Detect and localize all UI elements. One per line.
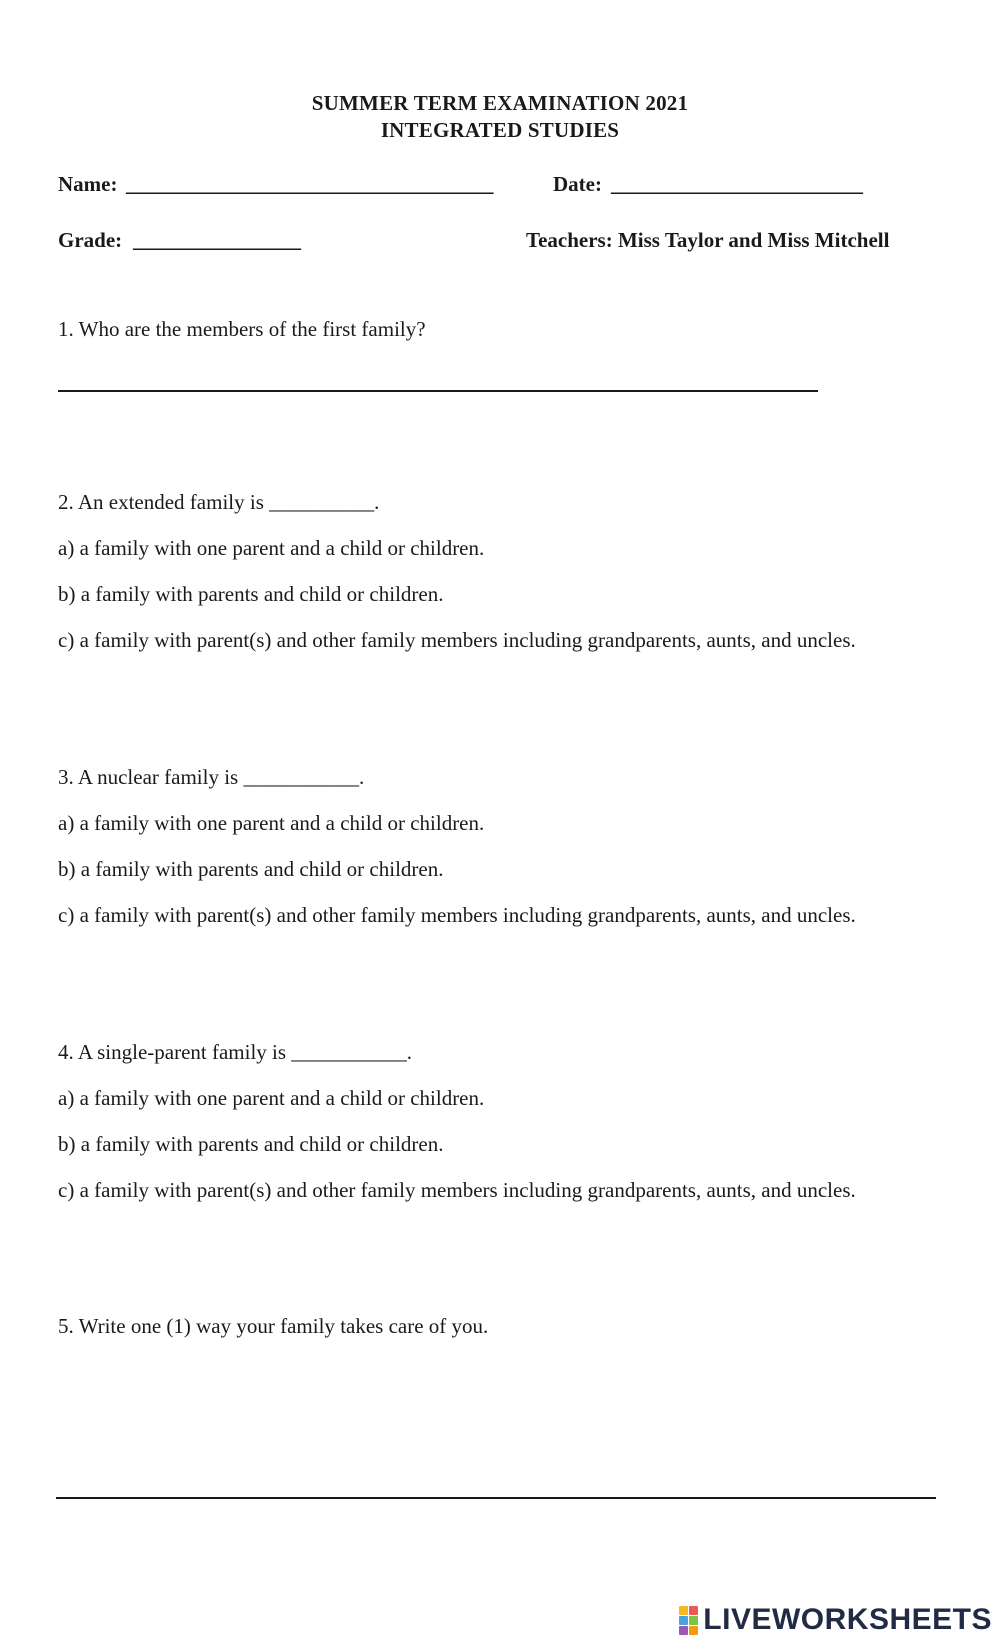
grade-field[interactable]: ________________ <box>133 228 301 252</box>
question-3-prompt: 3. A nuclear family is ___________. <box>58 765 365 789</box>
question-4-prompt: 4. A single-parent family is ___________. <box>58 1040 413 1064</box>
logo-block <box>679 1616 688 1625</box>
answer-line-5[interactable] <box>56 1497 936 1499</box>
logo-block <box>689 1626 698 1635</box>
logo-block <box>689 1616 698 1625</box>
logo-block <box>679 1606 688 1615</box>
name-label: Name: <box>58 172 118 196</box>
exam-subject: INTEGRATED STUDIES <box>380 118 620 142</box>
question-2-option-b[interactable]: b) a family with parents and child or children. <box>58 582 444 606</box>
name-field[interactable]: ___________________________________ <box>126 172 494 196</box>
date-field[interactable]: ________________________ <box>611 172 863 196</box>
question-4-option-c[interactable]: c) a family with parent(s) and other family members including grandparents, aunts, and uncles. <box>58 1178 856 1202</box>
grade-label: Grade: <box>58 228 123 252</box>
question-2-option-c[interactable]: c) a family with parent(s) and other family members including grandparents, aunts, and uncles. <box>58 628 856 652</box>
answer-line-1[interactable] <box>58 390 818 392</box>
question-5-prompt: 5. Write one (1) way your family takes care of you. <box>58 1314 489 1338</box>
liveworksheets-logo-icon <box>679 1606 698 1635</box>
question-4-option-b[interactable]: b) a family with parents and child or children. <box>58 1132 444 1156</box>
question-3-option-b[interactable]: b) a family with parents and child or children. <box>58 857 444 881</box>
exam-title: SUMMER TERM EXAMINATION 2021 <box>311 91 689 115</box>
question-2-option-a[interactable]: a) a family with one parent and a child or children. <box>58 536 485 560</box>
question-2-prompt: 2. An extended family is __________. <box>58 490 380 514</box>
liveworksheets-logo[interactable] <box>679 1603 992 1637</box>
logo-text: LIVEWORKSHEETS <box>703 1603 992 1636</box>
logo-block <box>689 1606 698 1615</box>
date-label: Date: <box>553 172 602 196</box>
question-1-prompt: 1. Who are the members of the first family? <box>58 317 426 341</box>
logo-block <box>679 1626 688 1635</box>
question-4-option-a[interactable]: a) a family with one parent and a child or children. <box>58 1086 485 1110</box>
teachers-label: Teachers: Miss Taylor and Miss Mitchell <box>526 228 890 252</box>
question-3-option-a[interactable]: a) a family with one parent and a child or children. <box>58 811 485 835</box>
question-3-option-c[interactable]: c) a family with parent(s) and other family members including grandparents, aunts, and uncles. <box>58 903 856 927</box>
